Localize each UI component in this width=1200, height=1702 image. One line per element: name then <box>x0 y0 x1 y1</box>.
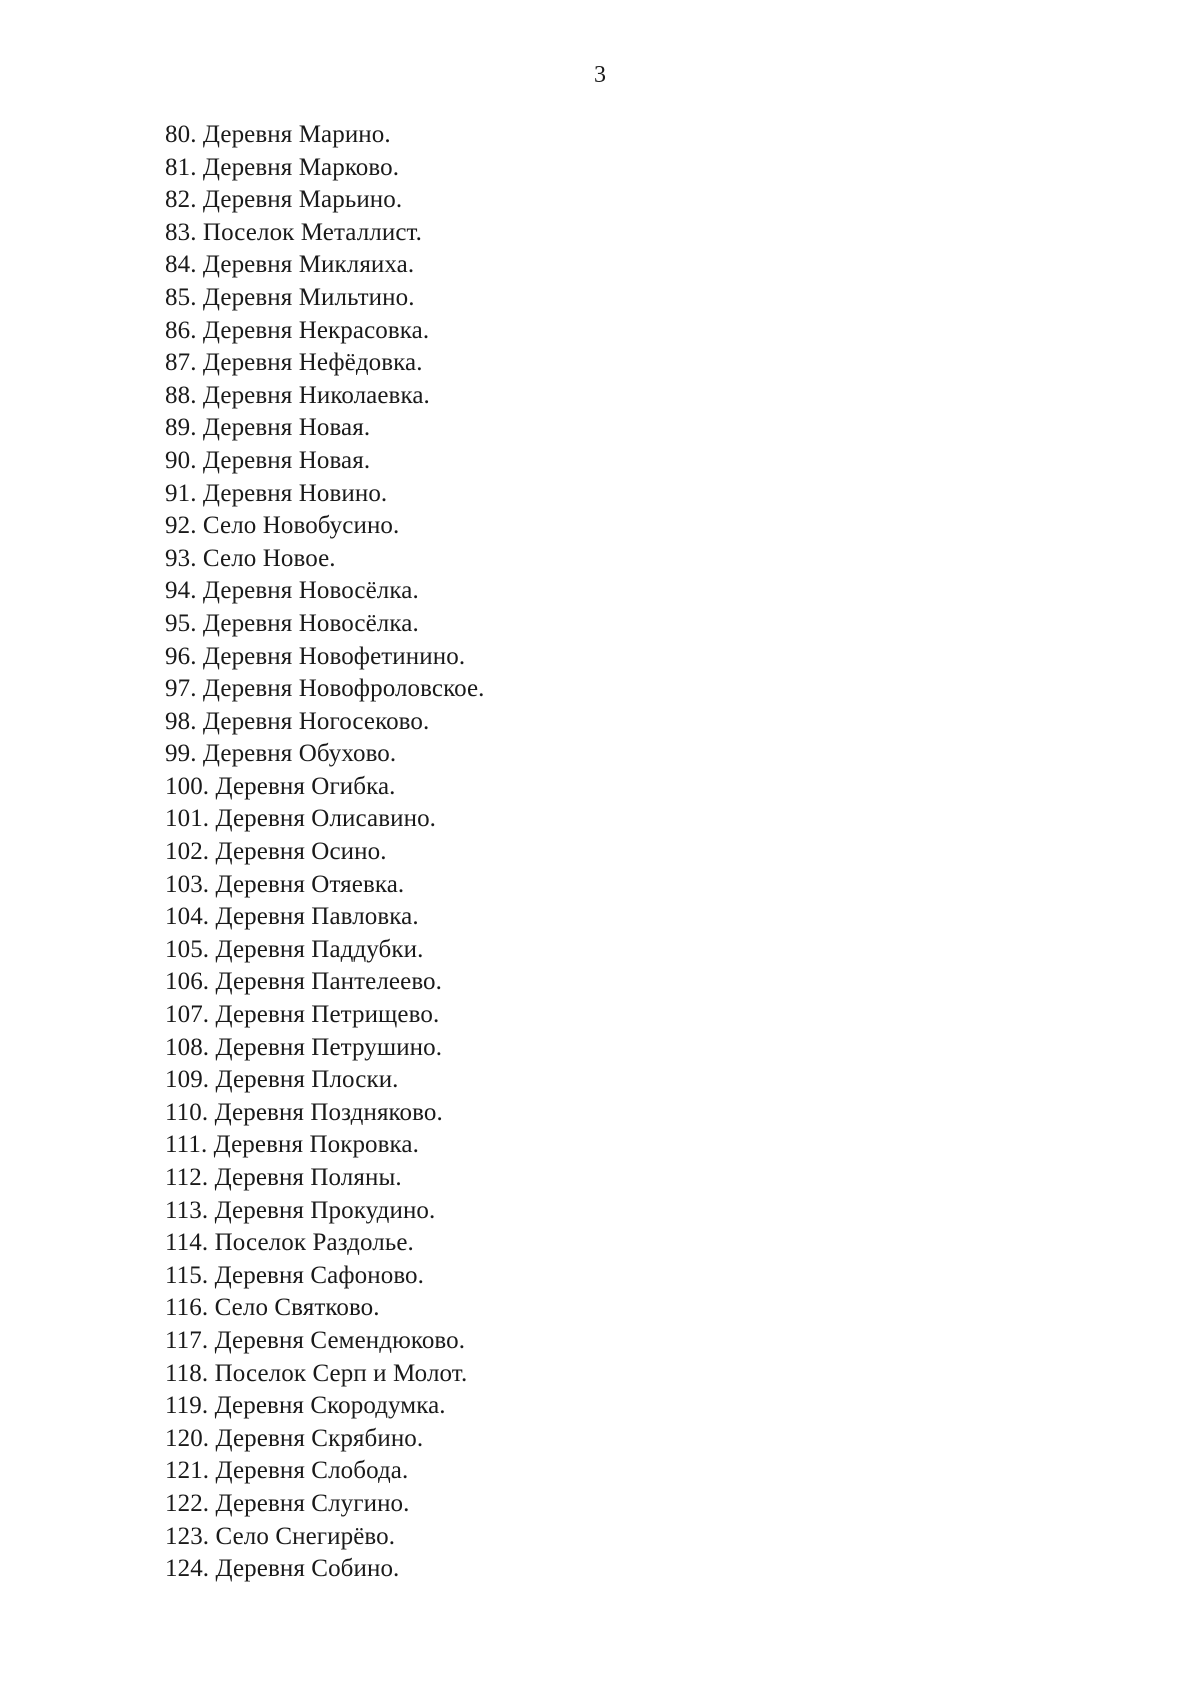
list-item <box>165 771 485 804</box>
item-number: 92. <box>165 512 197 540</box>
item-number: 122. <box>165 1489 210 1517</box>
list-item <box>165 1423 485 1456</box>
list-item <box>165 1064 485 1097</box>
item-text: Деревня Покровка. <box>213 1131 419 1159</box>
item-number: 94. <box>165 577 197 605</box>
list-item <box>165 641 485 674</box>
item-number: 89. <box>165 414 197 442</box>
list-item <box>165 1129 485 1162</box>
item-text: Деревня Собино. <box>215 1555 400 1583</box>
page-number: 3 <box>594 62 606 88</box>
item-number: 99. <box>165 740 197 768</box>
item-text: Деревня Мильтино. <box>202 283 415 311</box>
list-item <box>165 608 485 641</box>
list-item <box>165 543 485 576</box>
list-item <box>165 184 485 217</box>
item-text: Деревня Петрушино. <box>215 1033 443 1061</box>
list-item <box>165 1097 485 1130</box>
list-item <box>165 575 485 608</box>
item-number: 118. <box>165 1359 209 1387</box>
item-text: Поселок Раздолье. <box>214 1229 414 1257</box>
item-number: 121. <box>165 1457 210 1485</box>
item-number: 103. <box>165 870 210 898</box>
item-number: 123. <box>165 1522 210 1550</box>
item-number: 116. <box>165 1294 209 1322</box>
item-number: 88. <box>165 381 197 409</box>
item-text: Село Новобусино. <box>202 512 400 540</box>
item-number: 113. <box>165 1196 209 1224</box>
item-text: Деревня Новая. <box>202 446 371 474</box>
item-number: 101. <box>165 805 210 833</box>
item-text: Деревня Павловка. <box>215 903 419 931</box>
list-item <box>165 803 485 836</box>
item-number: 115. <box>165 1261 209 1289</box>
item-number: 124. <box>165 1555 210 1583</box>
list-item <box>165 119 485 152</box>
item-number: 91. <box>165 479 197 507</box>
list-item <box>165 966 485 999</box>
item-number: 81. <box>165 153 197 181</box>
list-item <box>165 738 485 771</box>
item-text: Деревня Скородумка. <box>214 1392 446 1420</box>
list-item <box>165 1195 485 1228</box>
item-text: Деревня Поздняково. <box>214 1098 443 1126</box>
item-text: Деревня Осино. <box>215 838 387 866</box>
item-number: 108. <box>165 1033 210 1061</box>
list-item <box>165 1521 485 1554</box>
item-text: Деревня Новофетинино. <box>202 642 466 670</box>
item-number: 105. <box>165 935 210 963</box>
list-item <box>165 478 485 511</box>
list-item <box>165 1162 485 1195</box>
list-item <box>165 445 485 478</box>
item-text: Деревня Прокудино. <box>214 1196 436 1224</box>
list-item <box>165 901 485 934</box>
item-number: 102. <box>165 838 210 866</box>
item-number: 85. <box>165 283 197 311</box>
item-text: Деревня Новосёлка. <box>202 609 419 637</box>
list-item <box>165 869 485 902</box>
item-number: 82. <box>165 186 197 214</box>
item-text: Деревня Слугино. <box>215 1489 410 1517</box>
settlement-list <box>165 119 485 1586</box>
list-item <box>165 706 485 739</box>
item-number: 100. <box>165 772 210 800</box>
item-text: Деревня Новая. <box>202 414 371 442</box>
item-text: Поселок Серп и Молот. <box>214 1359 468 1387</box>
list-item <box>165 282 485 315</box>
item-number: 95. <box>165 609 197 637</box>
item-number: 114. <box>165 1229 209 1257</box>
list-item <box>165 380 485 413</box>
list-item <box>165 249 485 282</box>
item-text: Поселок Металлист. <box>202 218 423 246</box>
list-item <box>165 1227 485 1260</box>
item-text: Деревня Обухово. <box>202 740 397 768</box>
item-text: Село Новое. <box>202 544 336 572</box>
item-text: Деревня Новофроловское. <box>202 675 485 703</box>
item-text: Деревня Паддубки. <box>215 935 424 963</box>
list-item <box>165 1325 485 1358</box>
item-text: Деревня Слобода. <box>215 1457 409 1485</box>
item-number: 120. <box>165 1424 210 1452</box>
list-item <box>165 1390 485 1423</box>
item-text: Деревня Скрябино. <box>215 1424 424 1452</box>
item-text: Деревня Поляны. <box>214 1164 402 1191</box>
item-text: Деревня Олисавино. <box>215 805 437 833</box>
list-item <box>165 315 485 348</box>
item-number: 119. <box>165 1392 209 1420</box>
list-item <box>165 1260 485 1293</box>
item-text: Деревня Николаевка. <box>202 381 430 409</box>
item-number: 104. <box>165 903 210 931</box>
item-number: 106. <box>165 968 210 996</box>
item-text: Деревня Марково. <box>202 153 400 181</box>
list-item <box>165 836 485 869</box>
item-text: Деревня Новино. <box>202 479 388 507</box>
item-text: Деревня Отяевка. <box>215 870 405 898</box>
item-number: 80. <box>165 121 197 148</box>
item-number: 83. <box>165 218 197 246</box>
list-item <box>165 412 485 445</box>
item-number: 86. <box>165 316 197 344</box>
item-text: Деревня Марьино. <box>202 186 403 214</box>
item-number: 96. <box>165 642 197 670</box>
item-text: Деревня Семендюково. <box>214 1326 466 1354</box>
item-text: Деревня Пантелеево. <box>215 968 443 996</box>
item-text: Деревня Сафоново. <box>214 1261 425 1289</box>
list-item <box>165 1455 485 1488</box>
list-item <box>165 673 485 706</box>
item-number: 111. <box>165 1131 208 1159</box>
item-number: 98. <box>165 707 197 735</box>
list-item <box>165 934 485 967</box>
item-text: Деревня Огибка. <box>215 772 396 800</box>
list-item <box>165 1032 485 1065</box>
list-item <box>165 1358 485 1391</box>
item-text: Деревня Нефёдовка. <box>202 349 423 377</box>
item-number: 87. <box>165 349 197 377</box>
item-number: 97. <box>165 675 197 703</box>
item-number: 110. <box>165 1098 209 1126</box>
item-number: 107. <box>165 1001 210 1029</box>
item-text: Деревня Марино. <box>202 121 391 148</box>
item-text: Деревня Микляиха. <box>202 251 415 279</box>
list-item <box>165 152 485 185</box>
list-item <box>165 1553 485 1586</box>
item-number: 109. <box>165 1066 210 1094</box>
item-text: Деревня Петрищево. <box>215 1001 440 1029</box>
list-item <box>165 510 485 543</box>
item-number: 84. <box>165 251 197 279</box>
list-item <box>165 217 485 250</box>
item-text: Деревня Ногосеково. <box>202 707 430 735</box>
list-item <box>165 1292 485 1325</box>
item-number: 117. <box>165 1326 209 1354</box>
item-text: Деревня Плоски. <box>215 1066 399 1094</box>
item-text: Село Святково. <box>214 1294 380 1322</box>
item-number: 93. <box>165 544 197 572</box>
list-item <box>165 1488 485 1521</box>
item-number: 90. <box>165 446 197 474</box>
item-text: Деревня Новосёлка. <box>202 577 419 605</box>
list-item <box>165 999 485 1032</box>
list-item <box>165 347 485 380</box>
item-text: Село Снегирёво. <box>215 1522 396 1550</box>
item-number: 112. <box>165 1164 209 1191</box>
item-text: Деревня Некрасовка. <box>202 316 430 344</box>
